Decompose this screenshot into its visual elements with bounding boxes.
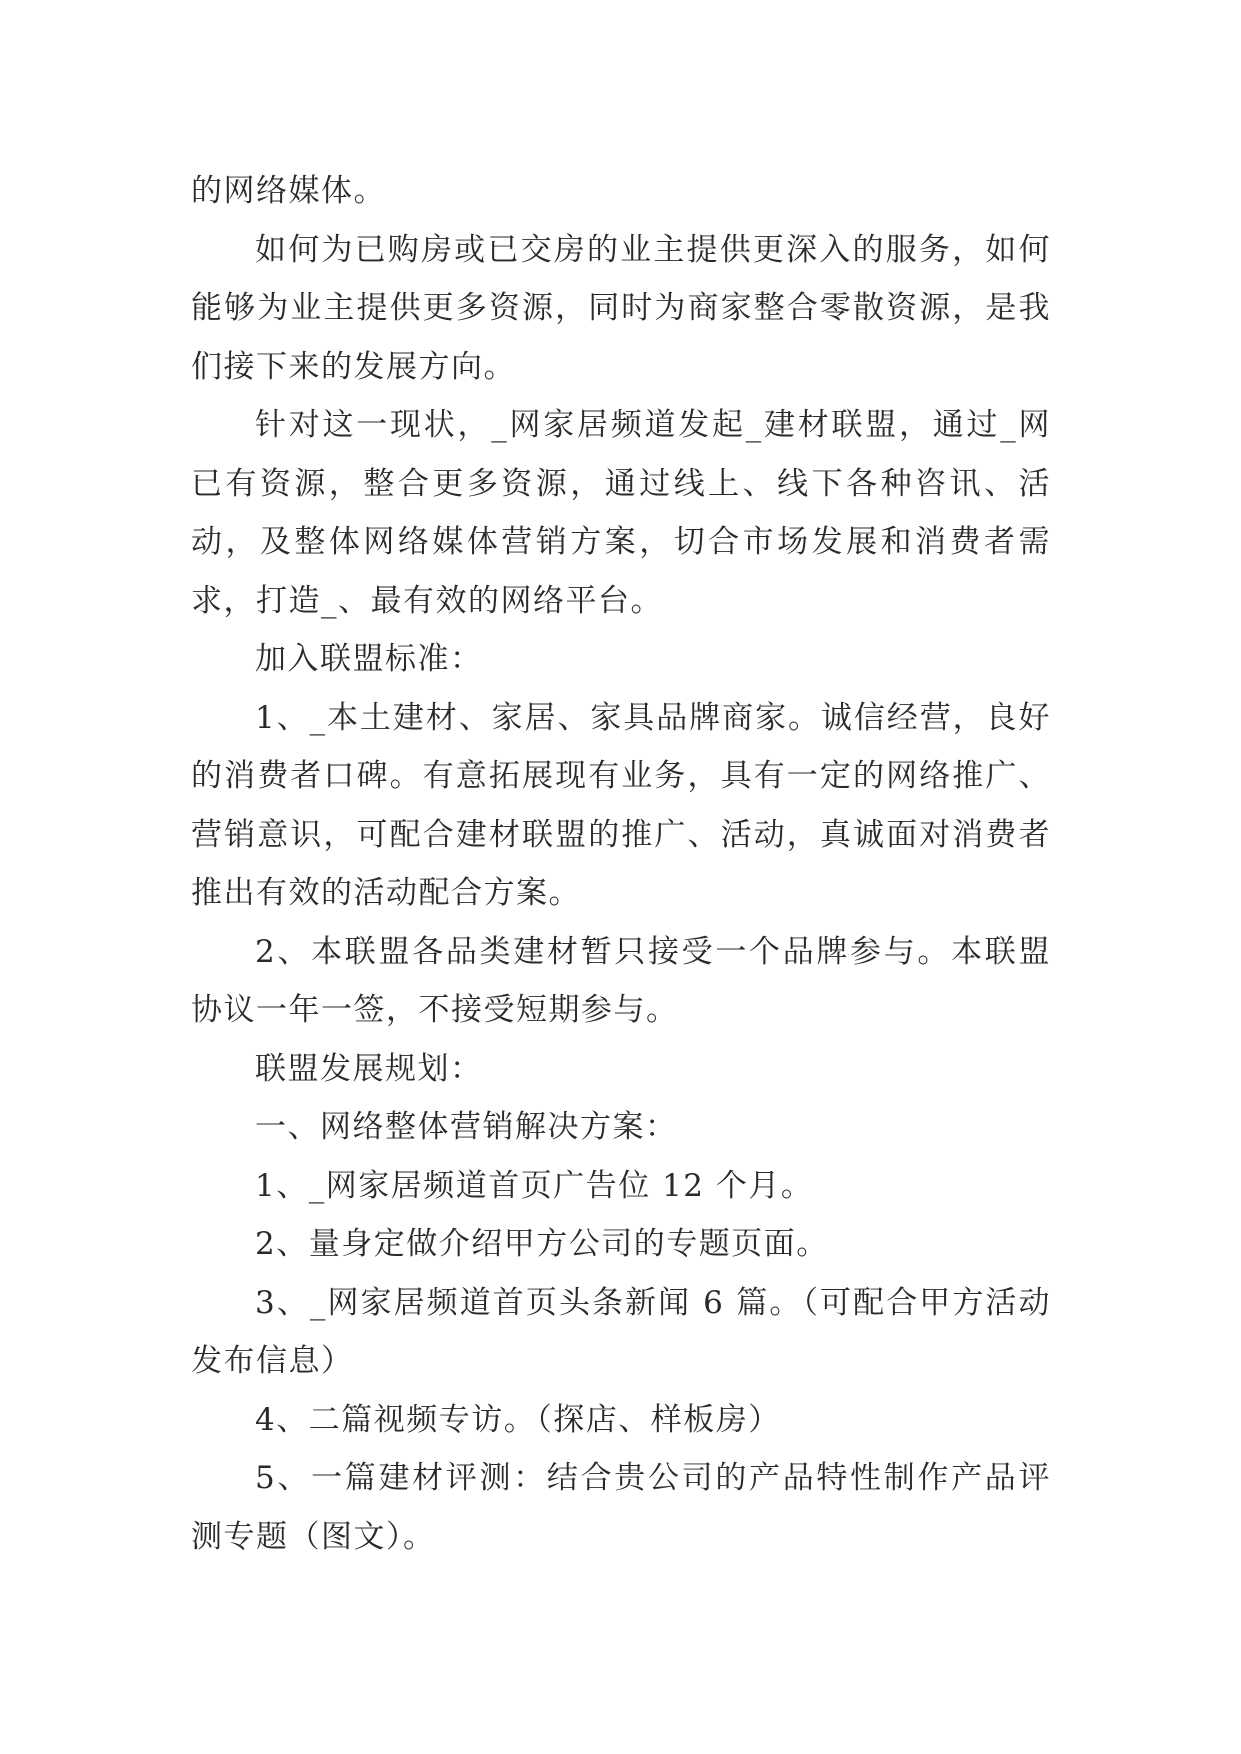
list-item: 2、量身定做介绍甲方公司的专题页面。: [255, 1226, 829, 1262]
list-item: 3、_网家居频道首页头条新闻 6 篇。（可配合甲方活动发布信息）: [191, 1284, 1051, 1379]
subsection-heading: 一、网络整体营销解决方案：: [255, 1109, 678, 1145]
list-item: 2、本联盟各品类建材暂只接受一个品牌参与。本联盟协议一年一签，不接受短期参与。: [191, 933, 1051, 1028]
paragraph: 的网络媒体。: [191, 173, 386, 209]
list-item: 1、_本土建材、家居、家具品牌商家。诚信经营，良好的消费者口碑。有意拓展现有业务，具有一定的网络推广、营销意识，可配合建材联盟的推广、活动，真诚面对消费者推出有效的活动配合方案。: [191, 699, 1051, 911]
list-item: 5、一篇建材评测：结合贵公司的产品特性制作产品评测专题（图文）。: [191, 1460, 1051, 1555]
section-heading: 加入联盟标准：: [255, 641, 483, 677]
section-heading: 联盟发展规划：: [255, 1050, 483, 1087]
list-item: 4、二篇视频专访。（探店、样板房）: [255, 1401, 781, 1438]
paragraph: 如何为已购房或已交房的业主提供更深入的服务，如何能够为业主提供更多资源，同时为商家整合零散资源，是我们接下来的发展方向。: [191, 231, 1051, 385]
paragraph: 针对这一现状，_网家居频道发起_建材联盟，通过_网已有资源，整合更多资源，通过线上、线下各种咨讯、活动，及整体网络媒体营销方案，切合市场发展和消费者需求，打造_、最有效的网络平台。: [191, 407, 1051, 619]
list-item: 1、_网家居频道首页广告位 12 个月。: [255, 1167, 814, 1204]
document-body: [191, 162, 1051, 1566]
